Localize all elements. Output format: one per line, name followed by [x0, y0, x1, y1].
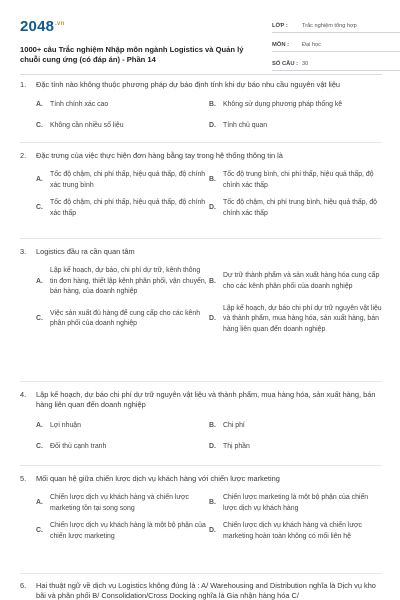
meta-row-count: [272, 52, 400, 71]
option-d[interactable]: [209, 304, 382, 336]
meta-value: Trắc nghiệm tổng hợp: [302, 23, 357, 29]
option-b[interactable]: [209, 493, 382, 514]
option-text: Không cần nhiều số liệu: [50, 121, 124, 129]
question-text: Logistics đầu ra cần quan tâm: [36, 247, 135, 256]
question-divider: [20, 465, 382, 466]
meta-value: Đại học: [302, 42, 321, 48]
question-stem: [20, 247, 382, 257]
question-stem: [20, 80, 382, 90]
option-text: Chiến lược dịch vụ khách hàng là một bộ phận của chiến lược marketing: [50, 522, 206, 540]
question-divider: [20, 238, 382, 239]
option-letter: D.: [209, 121, 216, 129]
option-letter: D.: [209, 442, 216, 450]
question-5: [20, 474, 382, 542]
header: [20, 14, 382, 66]
question-stem: [20, 390, 382, 410]
question-text: Hai thuật ngữ về dịch vụ Logistics không đúng là : A/ Warehousing and Distribution nghĩa là Dịch vụ kho bãi và phân phối B/ Consolidation/Cross Docking nghĩa là Gia nhận hàng hóa C/: [36, 581, 376, 600]
option-letter: A.: [36, 176, 43, 184]
option-grid: [36, 421, 382, 452]
option-grid: [36, 493, 382, 542]
question-1: [20, 80, 382, 131]
question-number: 6.: [20, 581, 27, 590]
option-letter: C.: [36, 315, 43, 322]
option-d[interactable]: [209, 121, 382, 132]
option-b[interactable]: [209, 170, 382, 191]
header-divider: [20, 74, 382, 75]
option-letter: B.: [209, 422, 216, 429]
option-letter: A.: [36, 277, 43, 285]
site-logo[interactable]: [20, 18, 64, 35]
option-letter: D.: [209, 204, 216, 212]
option-text: Lợi nhuận: [50, 422, 81, 429]
option-letter: C.: [36, 442, 43, 450]
option-letter: A.: [36, 499, 43, 507]
meta-label: SỐ CÂU :: [272, 61, 299, 67]
option-text: Thị phần: [223, 442, 250, 450]
option-grid: [36, 266, 382, 335]
question-number: 1.: [20, 80, 27, 89]
option-letter: A.: [36, 101, 43, 108]
option-a[interactable]: [36, 493, 209, 514]
page-title: 1000+ câu Trắc nghiệm Nhập môn ngành Logistics và Quản lý chuỗi cung ứng (có đáp án) - Phần 14: [20, 45, 244, 64]
question-divider: [20, 573, 382, 574]
option-letter: B.: [209, 277, 216, 285]
option-text: Tính chính xác cao: [50, 101, 109, 108]
option-text: Chiến lược dịch vụ khách hàng và chiến lược marketing hoàn toàn không có mối liên hệ: [223, 522, 362, 540]
question-text: Mối quan hệ giữa chiến lược dịch vụ khách hàng với chiến lược marketing: [36, 474, 280, 483]
question-number: 4.: [20, 390, 27, 399]
meta-row-class: [272, 14, 400, 33]
option-letter: B.: [209, 176, 216, 184]
option-c[interactable]: [36, 521, 209, 542]
option-d[interactable]: [209, 521, 382, 542]
option-letter: C.: [36, 204, 43, 212]
question-divider: [20, 142, 382, 143]
option-text: Không sử dụng phương pháp thống kê: [223, 101, 343, 108]
question-divider: [20, 381, 382, 382]
logo-main: 2048: [20, 18, 55, 35]
option-text: Lập kế hoạch, dự báo chi phí dự trữ nguyên vật liệu và thành phẩm, mua hàng hóa, sản xuất hàng, bán hàng liên quan đến doanh nghiệp: [223, 304, 382, 333]
question-text: Đặc tính nào không thuộc phương pháp dự báo định tính khi dự báo nhu cầu nguyên vật liệu: [36, 80, 341, 89]
option-a[interactable]: [36, 100, 209, 111]
question-4: [20, 390, 382, 452]
option-a[interactable]: [36, 421, 209, 432]
question-stem: [20, 474, 382, 484]
option-text: Chi phí: [223, 422, 245, 429]
option-text: Đối thủ cạnh tranh: [50, 442, 107, 450]
option-letter: A.: [36, 422, 43, 429]
option-c[interactable]: [36, 121, 209, 132]
question-2: [20, 151, 382, 219]
question-stem: [20, 151, 382, 161]
option-text: Chiến lược marketing là một bộ phận của chiến lược dịch vụ khách hàng: [223, 494, 369, 512]
option-text: Chiến lược dịch vụ khách hàng và chiến lược marketing tồn tại song song: [50, 494, 189, 512]
logo-suffix: .vn: [55, 21, 65, 27]
option-grid: [36, 100, 382, 131]
option-d[interactable]: [209, 198, 382, 219]
question-3: [20, 247, 382, 335]
option-letter: C.: [36, 121, 43, 129]
option-c[interactable]: [36, 304, 209, 336]
question-stem: [20, 581, 382, 600]
option-text: Tốc độ chậm, chi phí thấp, hiệu quả thấp, độ chính xác thấp: [50, 199, 206, 217]
question-6: [20, 581, 382, 600]
meta-value: 30: [302, 61, 309, 67]
meta-row-subject: [272, 33, 400, 52]
option-text: Tốc độ trung bình, chi phí thấp, hiệu quả thấp, độ chính xác thấp: [223, 171, 374, 189]
meta-panel: [272, 14, 400, 71]
option-text: Tính chủ quan: [223, 121, 268, 129]
option-text: Tốc độ chậm, chi phí thấp, hiệu quả thấp, độ chính xác trung bình: [50, 171, 206, 189]
question-number: 2.: [20, 151, 27, 160]
option-text: Việc sản xuất đủ hàng để cung cấp cho các kênh phân phối của doanh nghiệp: [50, 309, 201, 328]
question-number: 5.: [20, 474, 27, 483]
question-text: Lập kế hoạch, dự báo chi phí dự trữ nguyên vật liệu và thành phẩm, mua hàng hóa, sản xuất hàng, bán hàng liên quan đến doanh nghiệp: [36, 390, 376, 409]
option-letter: B.: [209, 499, 216, 507]
option-b[interactable]: [209, 421, 382, 432]
option-a[interactable]: [36, 266, 209, 298]
option-b[interactable]: [209, 266, 382, 298]
option-grid: [36, 170, 382, 219]
question-number: 3.: [20, 247, 27, 256]
option-b[interactable]: [209, 100, 382, 111]
meta-label: LỚP :: [272, 23, 288, 29]
option-text: Tốc độ chậm, chi phí trung bình, hiệu quả thấp, độ chính xác thấp: [223, 199, 377, 217]
option-letter: C.: [36, 527, 43, 535]
option-letter: D.: [209, 527, 216, 535]
option-letter: B.: [209, 101, 216, 108]
option-c[interactable]: [36, 442, 209, 453]
option-text: Lập kế hoạch, dự báo, chi phí dự trữ, kênh thông tin đơn hàng, thiết lập kênh phân phối, vận chuyển, bán hàng, của doanh nghiệp: [50, 267, 207, 295]
option-text: Dự trữ thành phẩm và sản xuất hàng hóa cung cấp cho các kênh phân phối của doanh nghiệp: [223, 272, 380, 290]
meta-label: MÔN :: [272, 42, 290, 48]
option-d[interactable]: [209, 442, 382, 453]
question-text: Đặc trưng của việc thực hiện đơn hàng bằng tay trong hệ thống thông tin là: [36, 151, 283, 160]
option-letter: D.: [209, 315, 216, 322]
option-c[interactable]: [36, 198, 209, 219]
option-a[interactable]: [36, 170, 209, 191]
